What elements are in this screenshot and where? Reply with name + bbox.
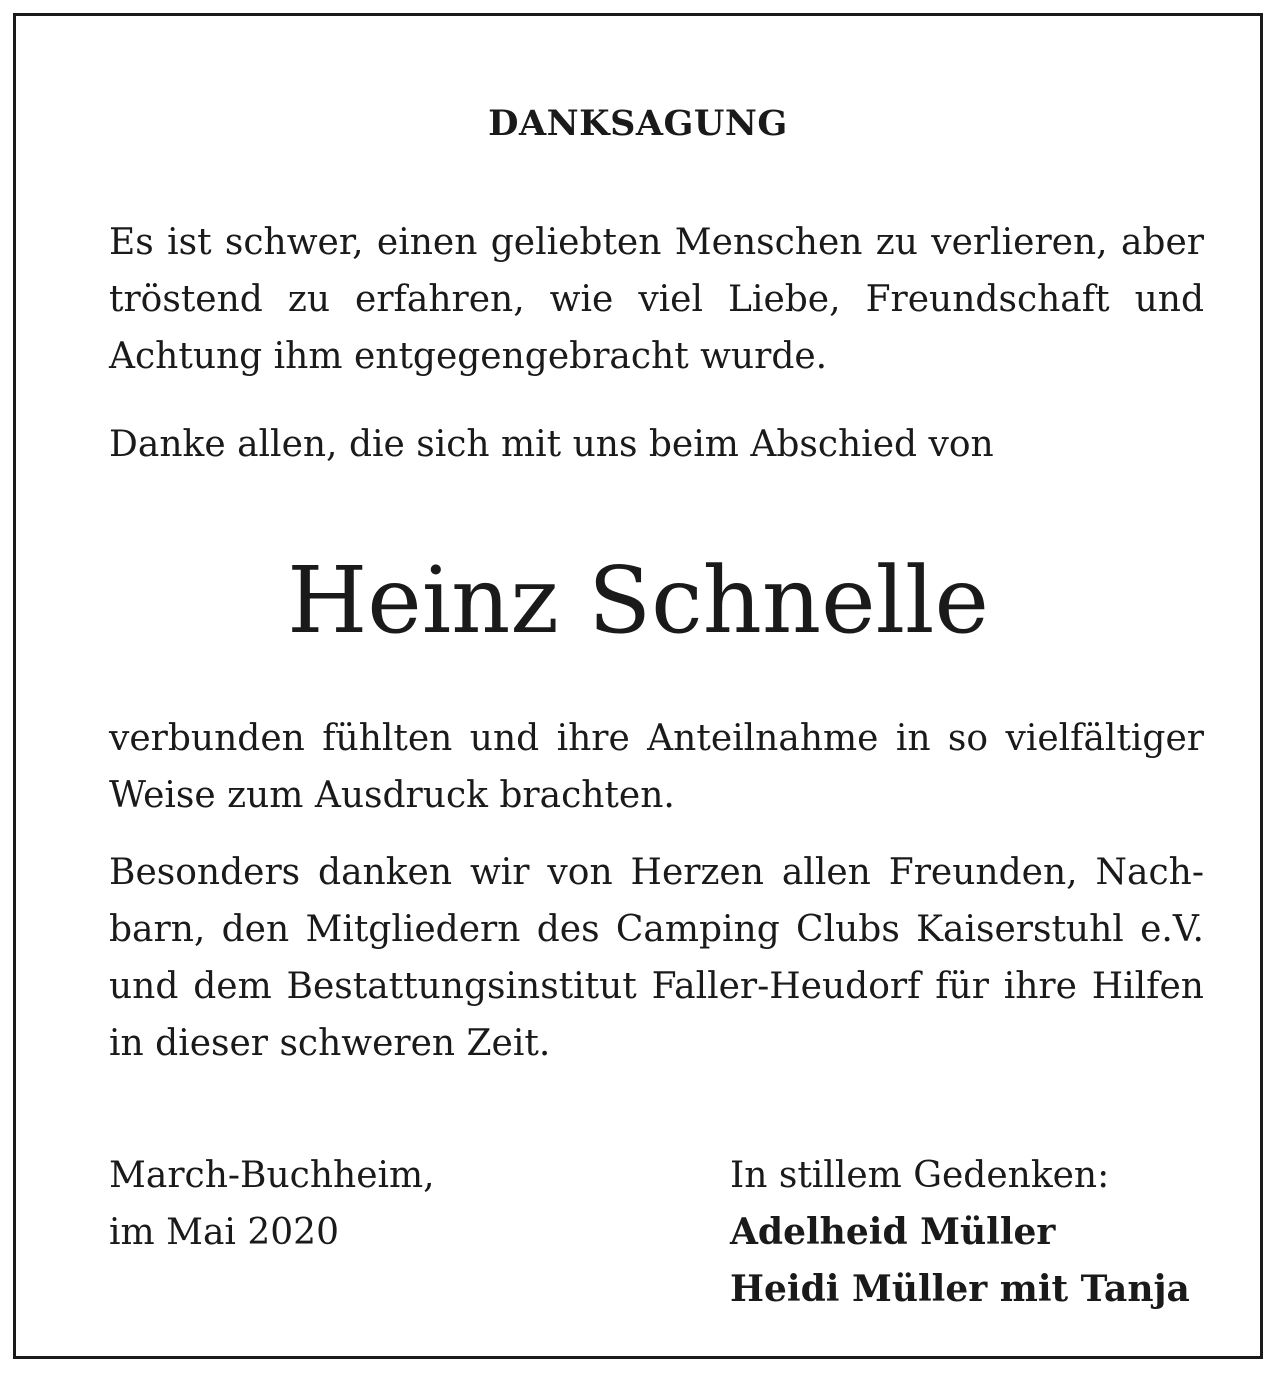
intro-paragraph: Es ist schwer, einen geliebten Menschen zu verlieren, aber tröstend zu erfahren, wie viel Liebe, Freundschaft und Achtung ihm entgegengebracht wurde. (109, 222, 1204, 377)
notice-heading: DANKSAGUNG (488, 103, 788, 144)
deceased-name: Heinz Schnelle (287, 547, 989, 654)
signature-block (730, 1147, 1190, 1318)
special-thanks-paragraph: Besonders danken wir von Herzen allen Freunden, Nachbarn, den Mitgliedern des Camping Clubs Kaiserstuhl e.V. und dem Bestattungsinstitut Faller-Heudorf für ihre Hilfen in dieser schweren Zeit. (109, 852, 1204, 1064)
notice-border (13, 13, 1263, 1359)
thanks-paragraph: Danke allen, die sich mit uns beim Abschied von (109, 424, 994, 465)
date-line: im Mai 2020 (109, 1212, 339, 1253)
place-date-block (109, 1147, 435, 1261)
signer-name: Adelheid Müller (730, 1211, 1056, 1253)
sympathy-paragraph: verbunden fühlten und ihre Anteilnahme in so vielfältiger Weise zum Ausdruck brachten. (109, 718, 1204, 816)
memorial-line: In stillem Gedenken: (730, 1155, 1110, 1196)
signer-name: Heidi Müller mit Tanja (730, 1268, 1190, 1310)
place-line: March-Buchheim, (109, 1155, 435, 1196)
